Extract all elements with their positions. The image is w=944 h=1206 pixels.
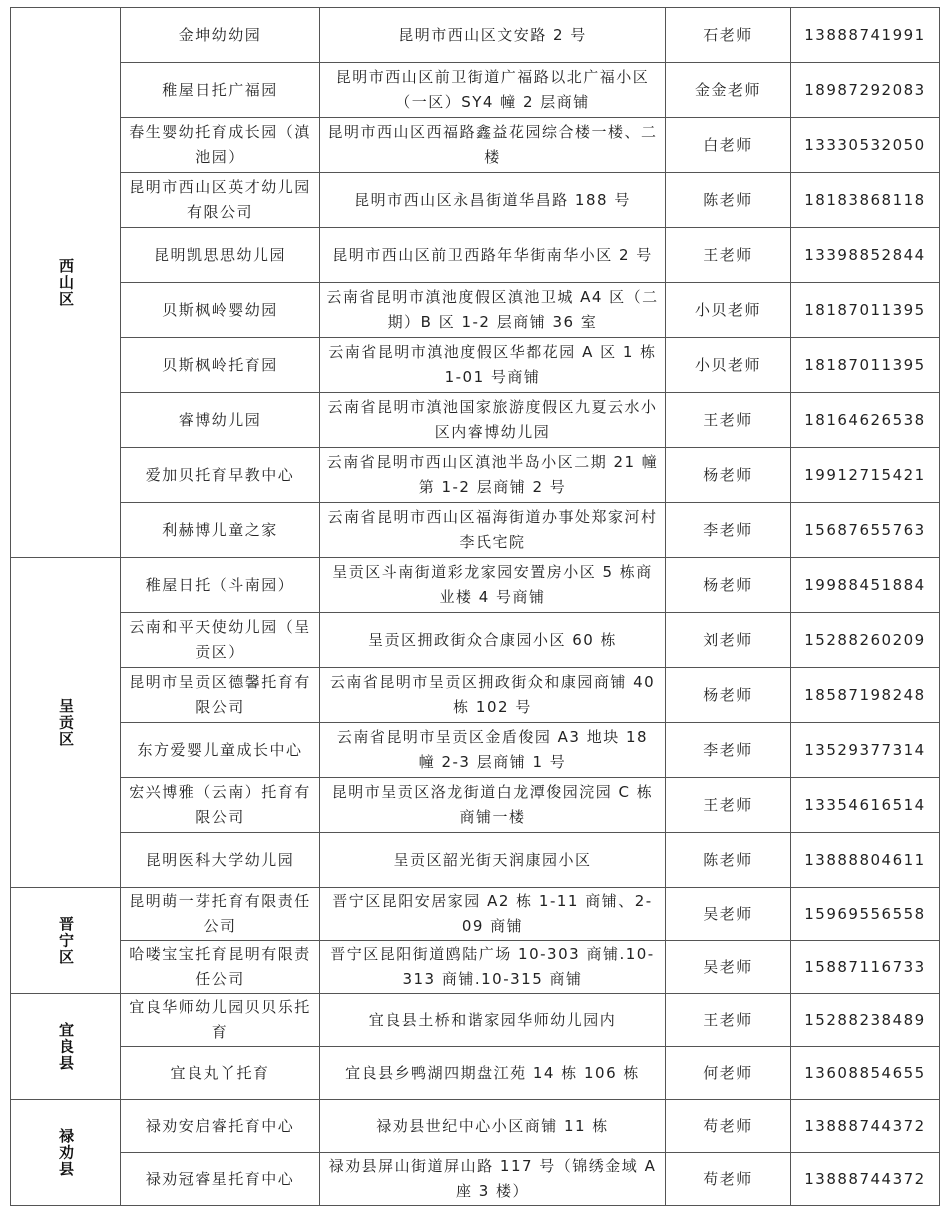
contact-person-cell: 苟老师 — [666, 1100, 791, 1153]
address-cell: 云南省昆明市呈贡区拥政街众和康园商铺 40 栋 102 号 — [320, 668, 666, 723]
childcare-directory-table — [10, 7, 940, 1206]
phone-number-cell: 13888744372 — [791, 1153, 940, 1206]
institution-name-cell: 宜良丸丫托育 — [121, 1047, 320, 1100]
table-row — [11, 778, 940, 833]
table-row — [11, 994, 940, 1047]
institution-name-cell: 春生婴幼托育成长园（滇池园） — [121, 118, 320, 173]
address-cell: 云南省昆明市滇池国家旅游度假区九夏云水小区内睿博幼儿园 — [320, 393, 666, 448]
contact-person-cell: 陈老师 — [666, 833, 791, 888]
institution-name-cell: 昆明萌一芽托育有限责任公司 — [121, 888, 320, 941]
institution-name-cell: 贝斯枫岭托育园 — [121, 338, 320, 393]
table-row — [11, 833, 940, 888]
phone-number-cell: 18164626538 — [791, 393, 940, 448]
table-row — [11, 283, 940, 338]
address-cell: 宜良县乡鸭湖四期盘江苑 14 栋 106 栋 — [320, 1047, 666, 1100]
district-cell: 宜良县 — [11, 994, 121, 1100]
address-cell: 禄劝县世纪中心小区商铺 11 栋 — [320, 1100, 666, 1153]
institution-name-cell: 云南和平天使幼儿园（呈贡区） — [121, 613, 320, 668]
table-row — [11, 338, 940, 393]
institution-name-cell: 睿博幼儿园 — [121, 393, 320, 448]
phone-number-cell: 15969556558 — [791, 888, 940, 941]
contact-person-cell: 吴老师 — [666, 941, 791, 994]
phone-number-cell: 15288260209 — [791, 613, 940, 668]
institution-name-cell: 贝斯枫岭婴幼园 — [121, 283, 320, 338]
institution-name-cell: 昆明市呈贡区德馨托育有限公司 — [121, 668, 320, 723]
phone-number-cell: 13354616514 — [791, 778, 940, 833]
phone-number-cell: 13398852844 — [791, 228, 940, 283]
phone-number-cell: 18187011395 — [791, 338, 940, 393]
table-row — [11, 723, 940, 778]
institution-name-cell: 禄劝安启睿托育中心 — [121, 1100, 320, 1153]
institution-name-cell: 昆明市西山区英才幼儿园有限公司 — [121, 173, 320, 228]
phone-number-cell: 15887116733 — [791, 941, 940, 994]
institution-name-cell: 东方爱婴儿童成长中心 — [121, 723, 320, 778]
table-row — [11, 503, 940, 558]
table-row — [11, 173, 940, 228]
table-row — [11, 393, 940, 448]
table-row — [11, 1047, 940, 1100]
institution-name-cell: 金坤幼幼园 — [121, 8, 320, 63]
phone-number-cell: 13888744372 — [791, 1100, 940, 1153]
phone-number-cell: 18587198248 — [791, 668, 940, 723]
address-cell: 云南省昆明市滇池度假区滇池卫城 A4 区（二期）B 区 1-2 层商铺 36 室 — [320, 283, 666, 338]
address-cell: 宜良县土桥和谐家园华师幼儿园内 — [320, 994, 666, 1047]
address-cell: 云南省昆明市西山区福海街道办事处郑家河村李氏宅院 — [320, 503, 666, 558]
address-cell: 昆明市西山区西福路鑫益花园综合楼一楼、二楼 — [320, 118, 666, 173]
table-row — [11, 118, 940, 173]
address-cell: 云南省昆明市西山区滇池半岛小区二期 21 幢第 1-2 层商铺 2 号 — [320, 448, 666, 503]
contact-person-cell: 李老师 — [666, 723, 791, 778]
district-cell: 西山区 — [11, 8, 121, 558]
phone-number-cell: 13330532050 — [791, 118, 940, 173]
institution-name-cell: 利赫博儿童之家 — [121, 503, 320, 558]
contact-person-cell: 刘老师 — [666, 613, 791, 668]
address-cell: 昆明市西山区文安路 2 号 — [320, 8, 666, 63]
table-row — [11, 888, 940, 941]
table-row — [11, 1100, 940, 1153]
table-row — [11, 448, 940, 503]
contact-person-cell: 陈老师 — [666, 173, 791, 228]
district-cell: 呈贡区 — [11, 558, 121, 888]
institution-name-cell: 爱加贝托育早教中心 — [121, 448, 320, 503]
contact-person-cell: 杨老师 — [666, 448, 791, 503]
contact-person-cell: 杨老师 — [666, 668, 791, 723]
contact-person-cell: 王老师 — [666, 994, 791, 1047]
institution-name-cell: 哈喽宝宝托育昆明有限责任公司 — [121, 941, 320, 994]
phone-number-cell: 18987292083 — [791, 63, 940, 118]
phone-number-cell: 13608854655 — [791, 1047, 940, 1100]
contact-person-cell: 苟老师 — [666, 1153, 791, 1206]
address-cell: 云南省昆明市滇池度假区华都花园 A 区 1 栋 1-01 号商铺 — [320, 338, 666, 393]
phone-number-cell: 19988451884 — [791, 558, 940, 613]
phone-number-cell: 19912715421 — [791, 448, 940, 503]
institution-name-cell: 昆明凯思思幼儿园 — [121, 228, 320, 283]
contact-person-cell: 王老师 — [666, 778, 791, 833]
table-row — [11, 63, 940, 118]
table-row — [11, 558, 940, 613]
table-row — [11, 8, 940, 63]
phone-number-cell: 15288238489 — [791, 994, 940, 1047]
table-row — [11, 941, 940, 994]
contact-person-cell: 王老师 — [666, 228, 791, 283]
contact-person-cell: 王老师 — [666, 393, 791, 448]
address-cell: 昆明市西山区永昌街道华昌路 188 号 — [320, 173, 666, 228]
address-cell: 呈贡区斗南街道彩龙家园安置房小区 5 栋商业楼 4 号商铺 — [320, 558, 666, 613]
phone-number-cell: 18187011395 — [791, 283, 940, 338]
phone-number-cell: 13529377314 — [791, 723, 940, 778]
phone-number-cell: 13888741991 — [791, 8, 940, 63]
address-cell: 呈贡区韶光街天润康园小区 — [320, 833, 666, 888]
address-cell: 云南省昆明市呈贡区金盾俊园 A3 地块 18 幢 2-3 层商铺 1 号 — [320, 723, 666, 778]
address-cell: 昆明市西山区前卫街道广福路以北广福小区（一区）SY4 幢 2 层商铺 — [320, 63, 666, 118]
institution-name-cell: 稚屋日托（斗南园） — [121, 558, 320, 613]
phone-number-cell: 15687655763 — [791, 503, 940, 558]
address-cell: 昆明市西山区前卫西路年华街南华小区 2 号 — [320, 228, 666, 283]
address-cell: 晋宁区昆阳街道鸥陆广场 10-303 商铺.10-313 商铺.10-315 商铺 — [320, 941, 666, 994]
phone-number-cell: 18183868118 — [791, 173, 940, 228]
address-cell: 呈贡区拥政街众合康园小区 60 栋 — [320, 613, 666, 668]
contact-person-cell: 李老师 — [666, 503, 791, 558]
address-cell: 晋宁区昆阳安居家园 A2 栋 1-11 商铺、2-09 商铺 — [320, 888, 666, 941]
institution-name-cell: 稚屋日托广福园 — [121, 63, 320, 118]
institution-name-cell: 宜良华师幼儿园贝贝乐托育 — [121, 994, 320, 1047]
table-row — [11, 668, 940, 723]
institution-name-cell: 禄劝冠睿星托育中心 — [121, 1153, 320, 1206]
table-row — [11, 228, 940, 283]
district-cell: 禄劝县 — [11, 1100, 121, 1206]
directory-body — [11, 8, 940, 1206]
contact-person-cell: 何老师 — [666, 1047, 791, 1100]
institution-name-cell: 宏兴博雅（云南）托育有限公司 — [121, 778, 320, 833]
contact-person-cell: 吴老师 — [666, 888, 791, 941]
district-cell: 晋宁区 — [11, 888, 121, 994]
contact-person-cell: 金金老师 — [666, 63, 791, 118]
table-row — [11, 613, 940, 668]
address-cell: 禄劝县屏山街道屏山路 117 号（锦绣金域 A 座 3 楼） — [320, 1153, 666, 1206]
contact-person-cell: 小贝老师 — [666, 283, 791, 338]
phone-number-cell: 13888804611 — [791, 833, 940, 888]
contact-person-cell: 石老师 — [666, 8, 791, 63]
table-row — [11, 1153, 940, 1206]
institution-name-cell: 昆明医科大学幼儿园 — [121, 833, 320, 888]
address-cell: 昆明市呈贡区洛龙街道白龙潭俊园浣园 C 栋商铺一楼 — [320, 778, 666, 833]
contact-person-cell: 杨老师 — [666, 558, 791, 613]
contact-person-cell: 小贝老师 — [666, 338, 791, 393]
contact-person-cell: 白老师 — [666, 118, 791, 173]
